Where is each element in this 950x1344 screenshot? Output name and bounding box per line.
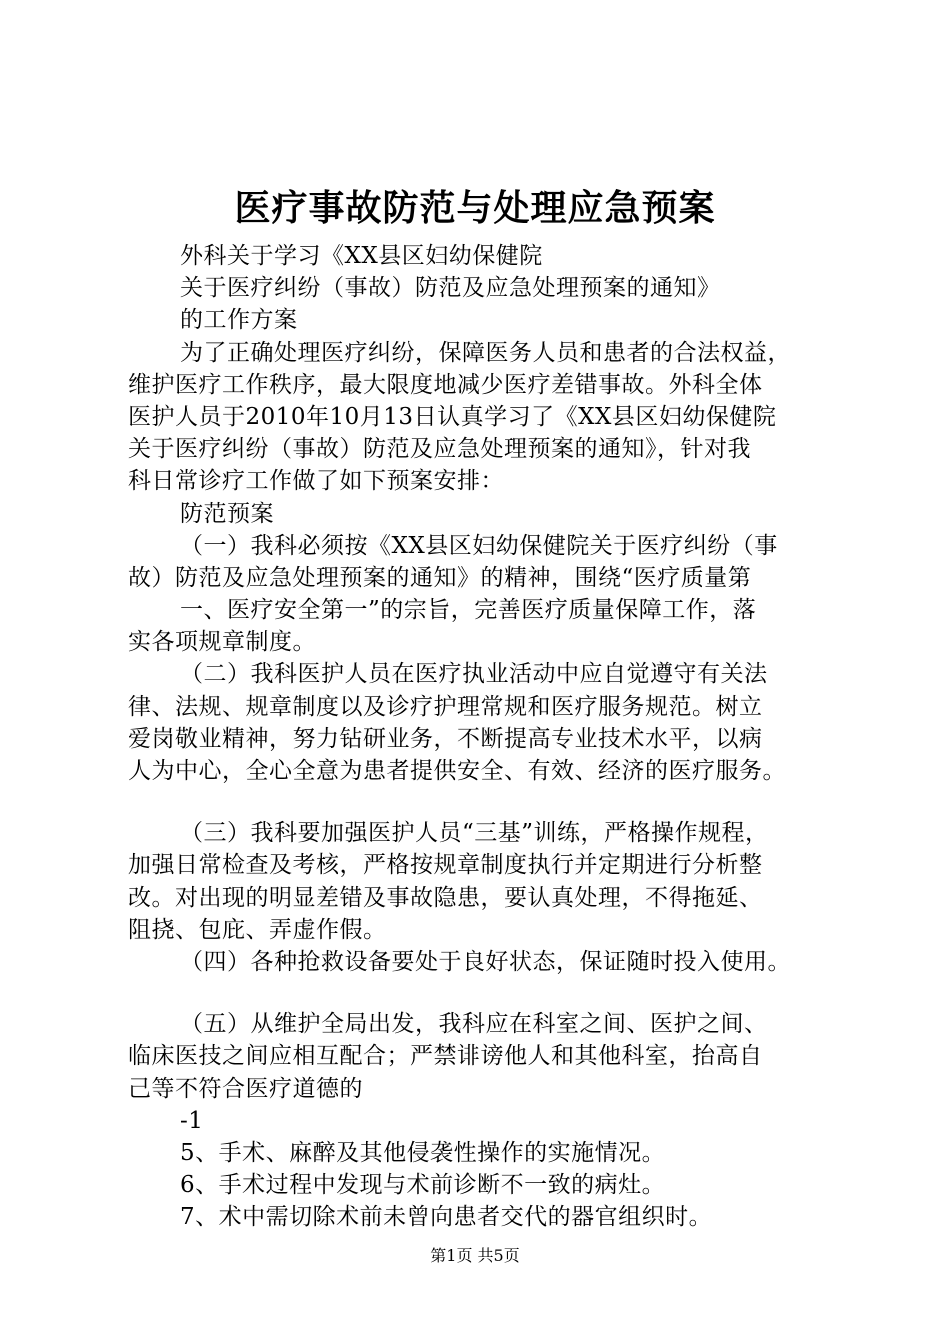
text-line: （一）我科必须按《XX县区妇幼保健院关于医疗纠纷（事 — [180, 532, 778, 559]
text-line: 维护医疗工作秩序，最大限度地减少医疗差错事故。外科全体 — [128, 371, 763, 398]
blank-line — [128, 978, 852, 1008]
text-line: 外科关于学习《XX县区妇幼保健院 — [180, 243, 543, 269]
text-line: （三）我科要加强医护人员“三基”训练，严格操作规程， — [180, 820, 769, 847]
text-line: 为了正确处理医疗纠纷，保障医务人员和患者的合法权益， — [180, 339, 791, 366]
text-line: 改。对出现的明显差错及事故隐患，要认真处理，不得拖延、 — [128, 884, 763, 911]
list-item: 5、手术、麻醉及其他侵袭性操作的实施情况。 — [180, 1139, 666, 1166]
text-line: 关于医疗纠纷（事故）防范及应急处理预案的通知》，针对我 — [128, 436, 751, 463]
text-line: 人为中心，全心全意为患者提供安全、有效、经济的医疗服务。 — [128, 758, 786, 784]
text-line: 临床医技之间应相互配合；严禁诽谤他人和其他科室，抬高自 — [128, 1043, 763, 1070]
document-title: 医疗事故防范与处理应急预案 — [234, 187, 716, 229]
blank-line — [128, 787, 852, 817]
text-line: 加强日常检查及考核，严格按规章制度执行并定期进行分析整 — [128, 852, 763, 879]
section-heading: 防范预案 — [180, 500, 274, 527]
text-line: 科日常诊疗工作做了如下预案安排： — [128, 468, 504, 495]
document-body — [128, 240, 852, 1233]
text-line: （四）各种抢救设备要处于良好状态，保证随时投入使用。 — [180, 948, 791, 975]
text-line: 实各项规章制度。 — [128, 629, 316, 656]
text-line: 的工作方案 — [180, 307, 298, 334]
page-marker: -1 — [180, 1107, 204, 1134]
list-item: 7、术中需切除术前未曾向患者交代的器官组织时。 — [180, 1204, 713, 1231]
text-line: 己等不符合医疗道德的 — [128, 1075, 363, 1102]
text-line: 律、法规、规章制度以及诊疗护理常规和医疗服务规范。树立 — [128, 693, 763, 720]
text-line: （五）从维护全局出发，我科应在科室之间、医护之间、 — [180, 1011, 768, 1038]
text-line: 一、医疗安全第一”的宗旨，完善医疗质量保障工作，落 — [180, 597, 757, 624]
text-line: 爱岗敬业精神，努力钻研业务，不断提高专业技术水平，以病 — [128, 725, 763, 752]
text-line: 故）防范及应急处理预案的通知》的精神，围绕“医疗质量第 — [128, 564, 752, 591]
text-line: （二）我科医护人员在医疗执业活动中应自觉遵守有关法 — [180, 661, 768, 688]
text-line: 医护人员于2010年10月13日认真学习了《XX县区妇幼保健院 — [128, 403, 777, 430]
text-line: 关于医疗纠纷（事故）防范及应急处理预案的通知》 — [180, 275, 721, 302]
page-footer: 第1页 共5页 — [430, 1246, 520, 1265]
text-line: 阻挠、包庇、弄虚作假。 — [128, 916, 387, 943]
list-item: 6、手术过程中发现与术前诊断不一致的病灶。 — [180, 1172, 666, 1199]
